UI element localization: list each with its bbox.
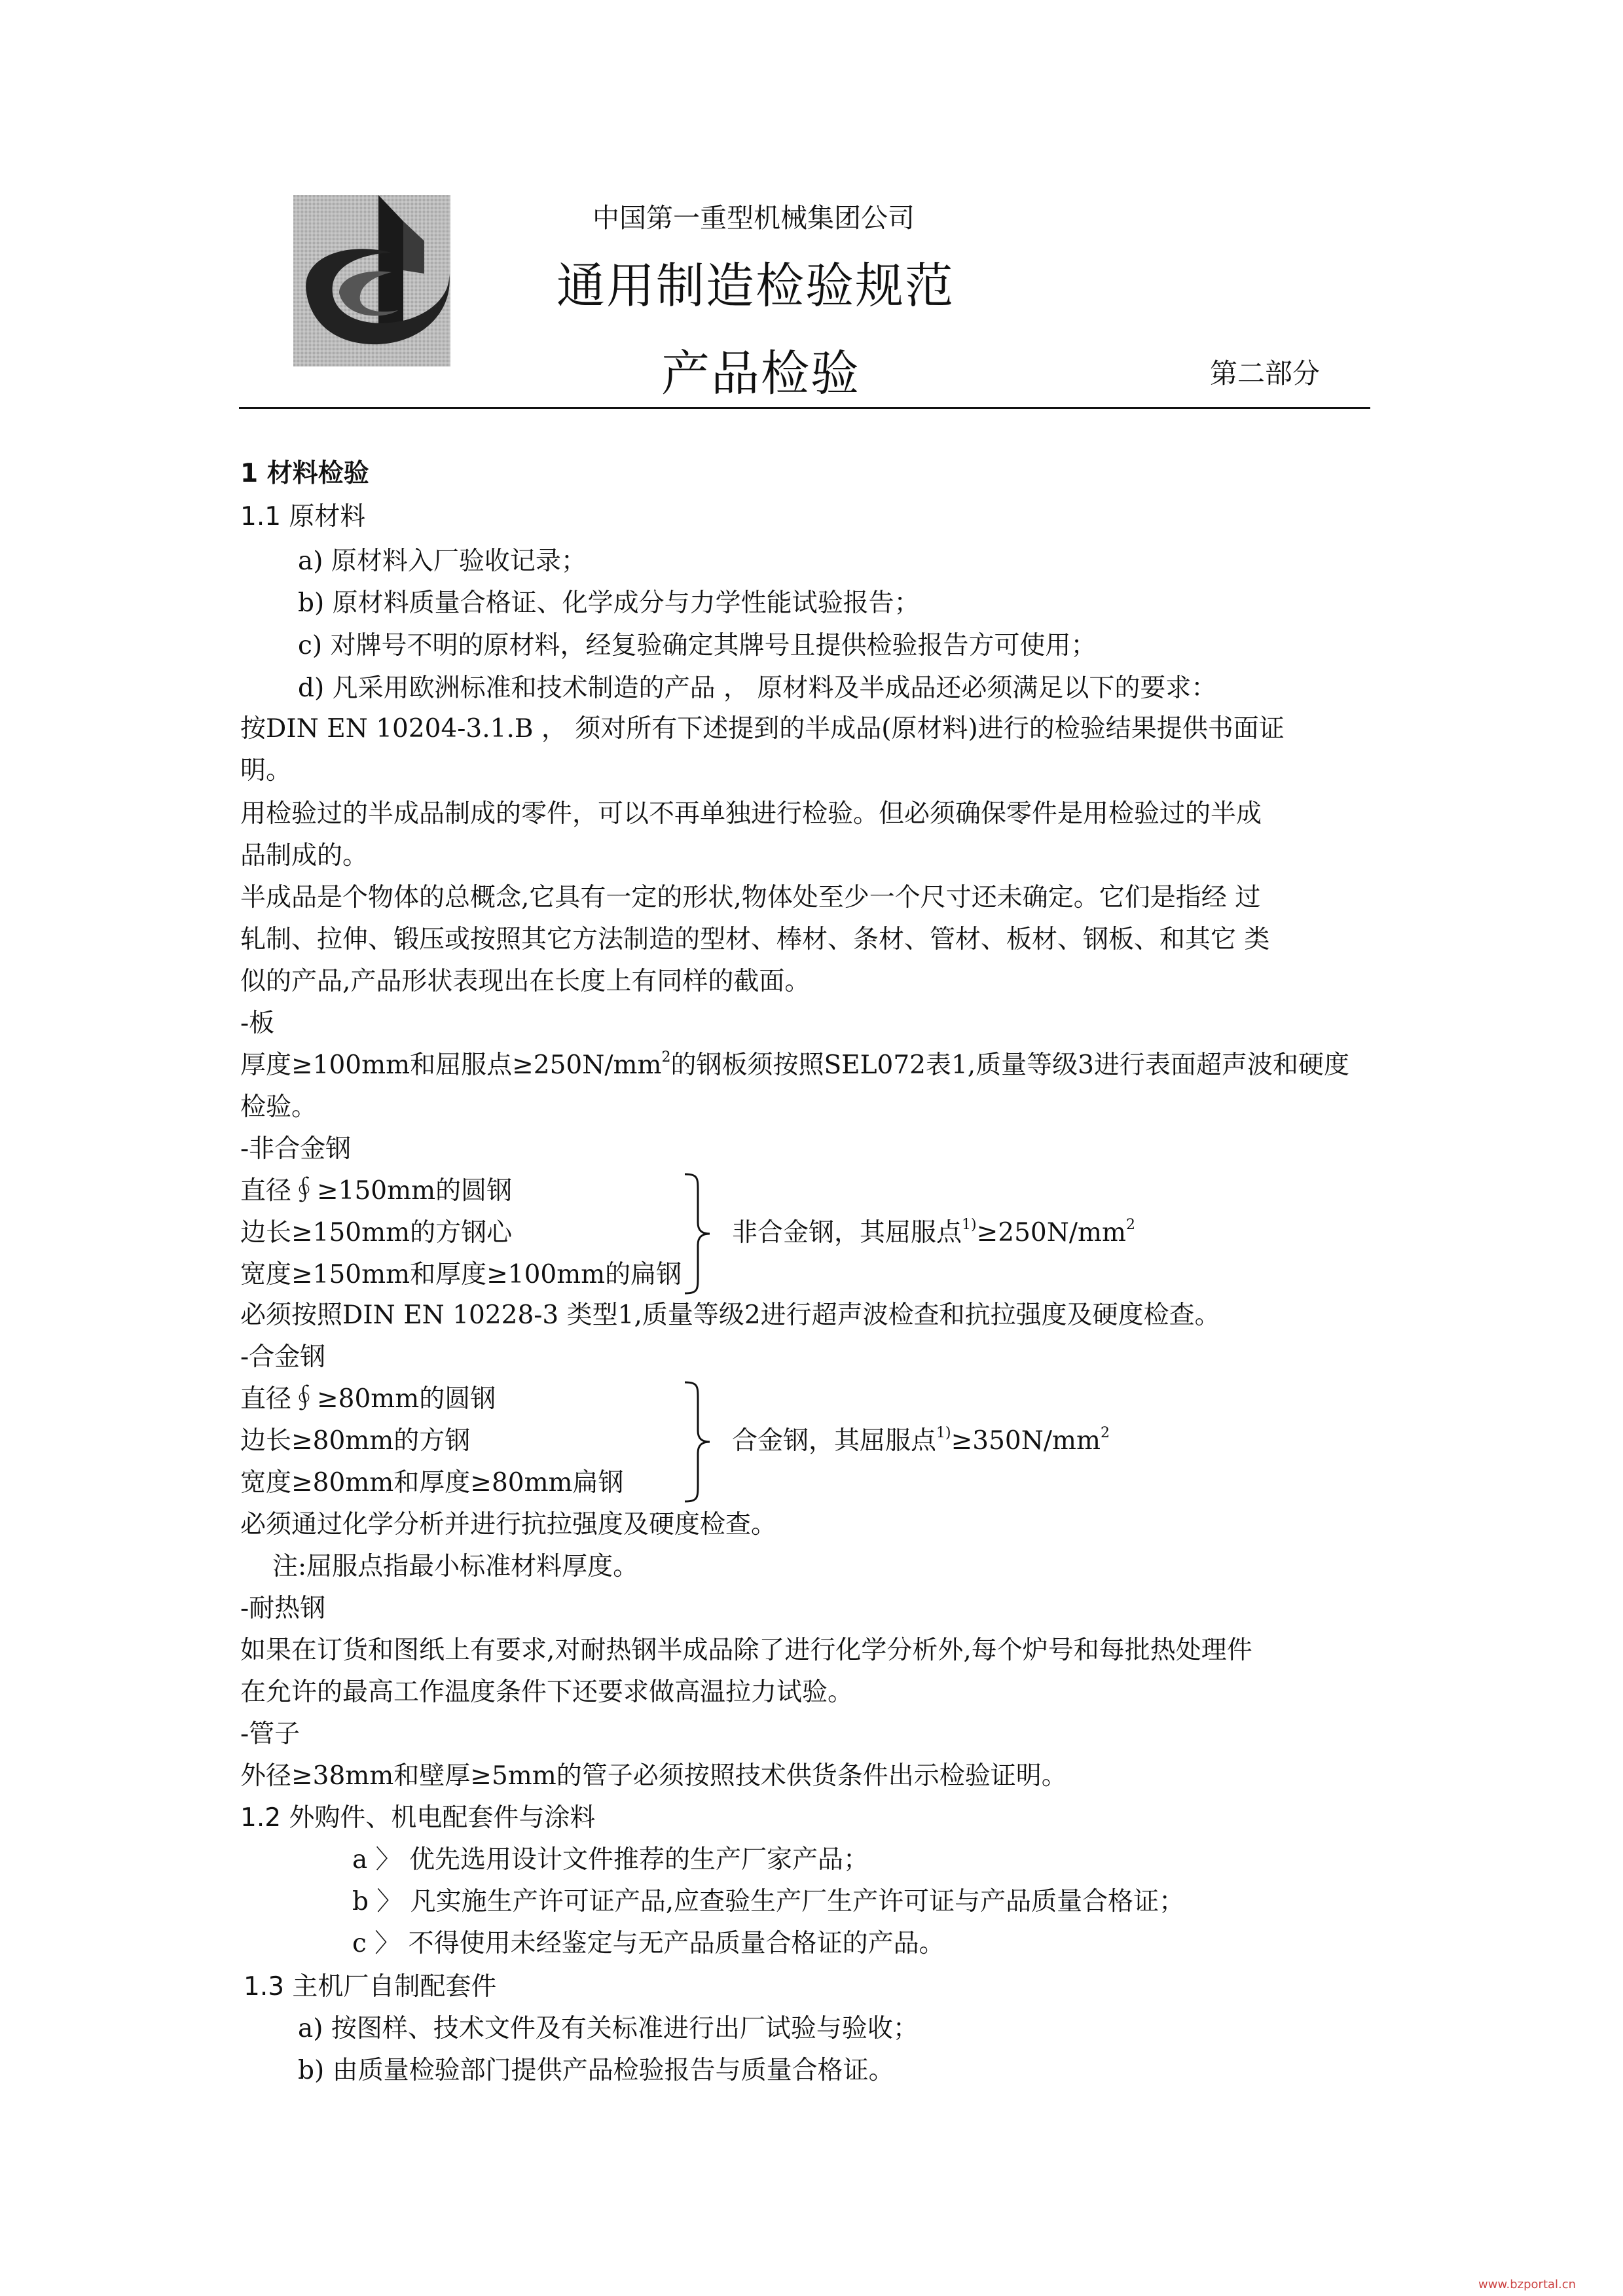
subheading-pipes: -管子 [240,1719,301,1749]
criteria-line: 边长≥150mm的方钢心 [240,1218,513,1247]
paragraph-line: 按DIN EN 10204-3.1.B ， 须对所有下述提到的半成品(原材料)进行的检验结果提供书面证 [240,714,1285,744]
paragraph-line: 半成品是个物体的总概念,它具有一定的形状,物体处至少一个尺寸还未确定。它们是指经 过 [240,883,1261,912]
list-item-b: b 〉 凡实施生产许可证产品,应查验生产厂生产许可证与产品质量合格证； [352,1887,1185,1916]
header-rule [239,407,1370,409]
list-item-c: c 〉 不得使用未经鉴定与无产品质量合格证的产品。 [352,1929,945,1958]
criteria-line: 宽度≥80mm和厚度≥80mm扁钢 [240,1468,624,1498]
criteria-line: 直径∮≥80mm的圆钢 [240,1384,496,1414]
paragraph-line: 外径≥38mm和壁厚≥5mm的管子必须按照技术供货条件出示检验证明。 [240,1761,1067,1791]
brace-icon [681,1172,714,1296]
document-title: 通用制造检验规范 [556,258,955,314]
paragraph-line: 必须按照DIN EN 10228-3 类型1,质量等级2进行超声波检查和抗拉强度及硬度检查。 [240,1300,1220,1330]
paragraph-line: 厚度≥100mm和屈服点$\ge 250N/mm^2$的钢板须按照SEL072表1,质量等级3进行表面超声波和硬度 [240,1049,1349,1080]
criteria-line: 边长≥80mm的方钢 [240,1426,471,1456]
brace-icon [681,1380,714,1504]
paragraph-line: 轧制、拉伸、锻压或按照其它方法制造的型材、棒材、条材、管材、板材、钢板、和其它 类 [240,925,1270,954]
criteria-line: 宽度≥150mm和厚度≥100mm的扁钢 [240,1260,682,1289]
list-item-a: a) 按图样、技术文件及有关标准进行出厂试验与验收； [298,2014,919,2043]
list-item-b: b) 由质量检验部门提供产品检验报告与质量合格证。 [298,2056,894,2085]
paragraph-line: 如果在订货和图纸上有要求,对耐热钢半成品除了进行化学分析外,每个炉号和每批热处理件 [240,1636,1252,1665]
watermark: www.bzportal.cn [1478,2278,1577,2291]
list-item-b: b) 原材料质量合格证、化学成分与力学性能试验报告； [298,588,920,618]
company-name: 中国第一重型机械集团公司 [593,202,915,234]
brace-label-alloy: 合金钢，其屈服点$^{1)}\ge 350N/mm^2$ [732,1425,1110,1456]
paragraph-line: 检验。 [240,1092,318,1122]
part-label: 第二部分 [1210,357,1321,389]
section-1-1-heading: 1.1 原材料 [240,502,366,531]
section-1-heading: 1 材料检验 [240,459,369,488]
subheading-heat-resistant-steel: -耐热钢 [240,1594,326,1623]
section-1-3-heading: 1.3 主机厂自制配套件 [244,1972,497,2001]
criteria-line: 直径∮≥150mm的圆钢 [240,1176,513,1206]
paragraph-line: 似的产品,产品形状表现出在长度上有同样的截面。 [240,967,811,996]
list-item-c: c) 对牌号不明的原材料，经复验确定其牌号且提供检验报告方可使用； [298,631,1097,660]
brace-label-non-alloy: 非合金钢，其屈服点$^{1)}\ge 250N/mm^2$ [732,1217,1135,1247]
paragraph-line: 品制成的。 [240,841,369,870]
document-subtitle: 产品检验 [661,346,860,402]
section-1-2-heading: 1.2 外购件、机电配套件与涂料 [240,1803,596,1833]
note-line: 注:屈服点指最小标准材料厚度。 [272,1552,639,1581]
subheading-alloy-steel: -合金钢 [240,1342,326,1372]
paragraph-line: 必须通过化学分析并进行抗拉强度及硬度检查。 [240,1510,777,1539]
paragraph-line: 用检验过的半成品制成的零件，可以不再单独进行检验。但必须确保零件是用检验过的半成 [240,799,1262,829]
paragraph-line: 明。 [240,756,292,785]
subheading-plate: -板 [240,1009,275,1038]
list-item-a: a 〉 优先选用设计文件推荐的生产厂家产品； [352,1845,869,1874]
list-item-a: a) 原材料入厂验收记录； [298,547,587,576]
subheading-non-alloy-steel: -非合金钢 [240,1134,352,1164]
company-logo [293,195,450,367]
paragraph-line: 在允许的最高工作温度条件下还要求做高温拉力试验。 [240,1677,854,1707]
list-item-d: d) 凡采用欧洲标准和技术制造的产品 ， 原材料及半成品还必须满足以下的要求： [298,673,1217,703]
